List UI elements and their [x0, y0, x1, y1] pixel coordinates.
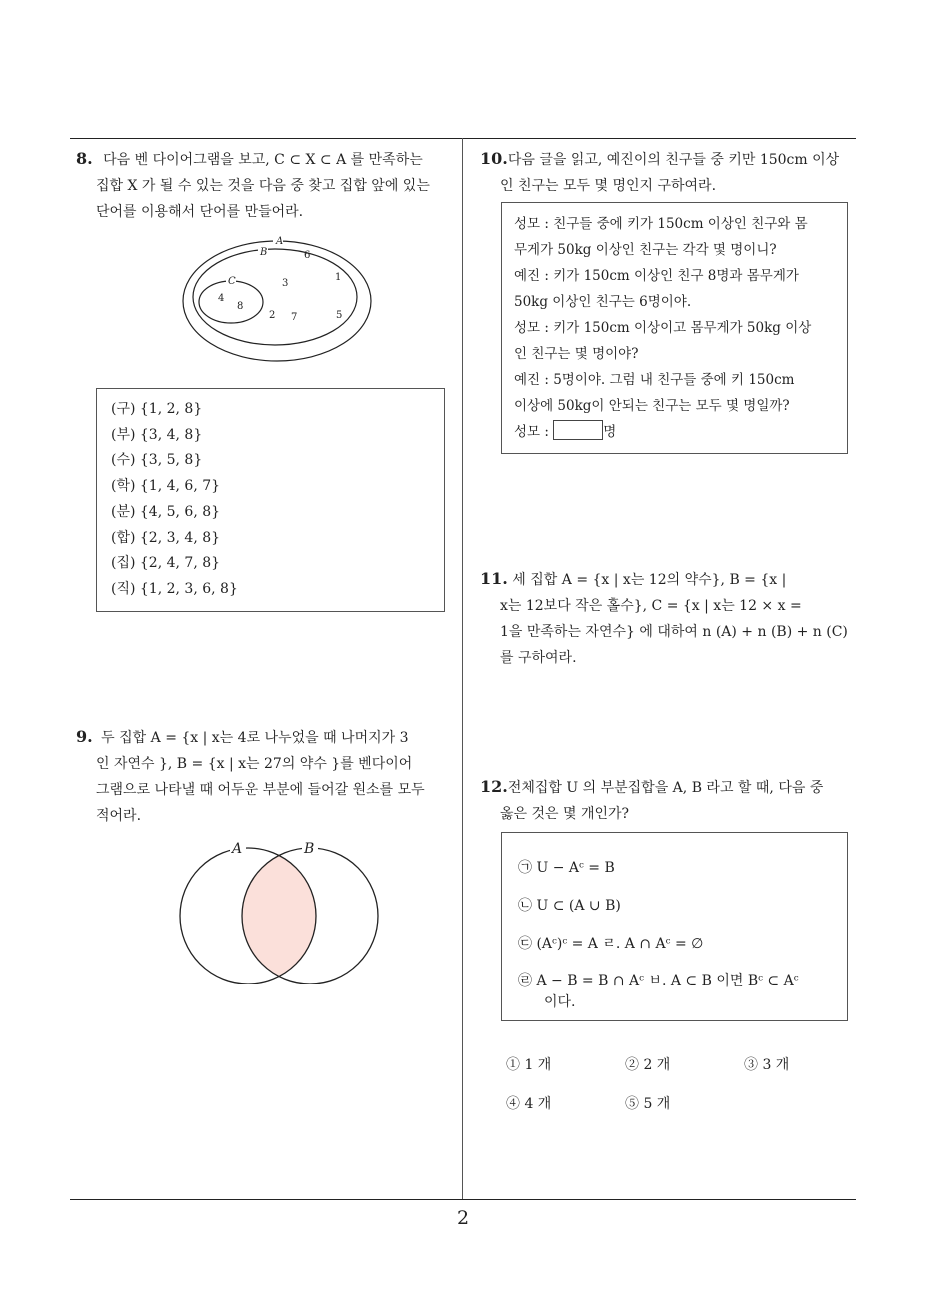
question-11	[480, 566, 860, 671]
page-number: 2	[456, 1207, 470, 1229]
option-item: (분) {4, 5, 6, 8}	[111, 503, 221, 520]
answer-blank[interactable]	[553, 420, 603, 440]
statement-item: ㉢ (Aᶜ)ᶜ = A ㄹ. A ∩ Aᶜ = ∅	[518, 936, 704, 952]
choice-1[interactable]: ① 1 개	[506, 1057, 552, 1073]
dialog-line: 50kg 이상인 친구는 6명이야.	[514, 294, 692, 310]
question-text: 를 구하여라.	[500, 650, 577, 666]
set-label: A	[276, 236, 284, 247]
dialog-line: 예진 : 5명이야. 그럼 내 친구들 중에 키 150cm	[514, 372, 795, 388]
question-text: 1을 만족하는 자연수} 에 대하여 n (A) + n (B) + n (C)	[500, 624, 848, 640]
question-number: 10.	[480, 149, 508, 168]
set-label: B	[260, 247, 268, 258]
statement-item: ㉡ U ⊂ (A ∪ B)	[518, 898, 621, 914]
element-label: 6	[304, 250, 311, 261]
dialog-box-q10	[501, 202, 848, 454]
option-item: (학) {1, 4, 6, 7}	[111, 478, 221, 495]
option-item: (구) {1, 2, 8}	[111, 401, 203, 417]
question-text: 두 집합 A = {x | x는 4로 나누었을 때 나머지가 3	[101, 730, 409, 746]
option-item: (직) {1, 2, 3, 6, 8}	[111, 580, 238, 597]
question-text: 단어를 이용해서 단어를 만들어라.	[96, 204, 304, 220]
dialog-line: 이상에 50kg이 안되는 친구는 모두 몇 명일까?	[514, 398, 790, 414]
statement-item: ㉣ A − B = B ∩ Aᶜ ㅂ. A ⊂ B 이면 Bᶜ ⊂ Aᶜ	[518, 973, 799, 989]
option-item: (부) {3, 4, 8}	[111, 426, 203, 443]
question-text: 인 자연수 }, B = {x | x는 27의 약수 }를 벤다이어	[96, 756, 413, 772]
question-text: 옳은 것은 몇 개인가?	[500, 806, 630, 822]
bottom-rule	[70, 1199, 856, 1200]
question-number: 9.	[76, 727, 93, 746]
statements-box-q12	[501, 832, 848, 1021]
set-label: A	[232, 841, 243, 857]
element-label: 2	[269, 310, 276, 321]
dialog-line: 예진 : 키가 150cm 이상인 친구 8명과 몸무게가	[514, 268, 799, 284]
question-text: 전체집합 U 의 부분집합을 A, B 라고 할 때, 다음 중	[507, 780, 824, 796]
question-text: 다음 글을 읽고, 예진이의 친구들 중 키만 150cm 이상	[507, 152, 840, 168]
element-label: 3	[282, 278, 289, 289]
question-12	[480, 774, 860, 827]
question-9	[76, 724, 456, 829]
dialog-line: 성모 : 키가 150cm 이상이고 몸무게가 50kg 이상	[514, 320, 812, 336]
set-label: B	[304, 841, 315, 857]
question-text: 집합 X 가 될 수 있는 것을 다음 중 찾고 집합 앞에 있는	[96, 178, 430, 194]
answer-prefix: 성모 :	[514, 424, 549, 440]
set-label: C	[228, 276, 236, 287]
question-text: x는 12보다 작은 홀수}, C = {x | x는 12 × x =	[500, 598, 802, 614]
element-label: 7	[291, 312, 298, 323]
element-label: 1	[335, 272, 342, 283]
set-a-ellipse	[183, 241, 371, 361]
shaded-intersection	[242, 848, 378, 984]
venn-diagram-q9	[168, 836, 384, 984]
option-item: (합) {2, 3, 4, 8}	[111, 529, 221, 546]
element-label: 8	[237, 301, 244, 312]
option-item: (수) {3, 5, 8}	[111, 452, 203, 469]
statement-item: ㉠ U − Aᶜ = B	[518, 860, 615, 876]
choice-2[interactable]: ② 2 개	[625, 1057, 671, 1073]
answer-line	[514, 419, 847, 445]
dialog-line: 성모 : 친구들 중에 키가 150cm 이상인 친구와 몸	[514, 216, 808, 232]
choice-4[interactable]: ④ 4 개	[506, 1096, 552, 1112]
question-text: 세 집합 A = {x | x는 12의 약수}, B = {x |	[512, 572, 787, 588]
element-label: 4	[218, 293, 225, 304]
column-divider	[462, 138, 463, 1200]
choice-3[interactable]: ③ 3 개	[744, 1057, 790, 1073]
options-box-q8	[96, 388, 445, 612]
answer-suffix: 명	[603, 424, 617, 440]
choice-5[interactable]: ⑤ 5 개	[625, 1096, 671, 1112]
option-item: (집) {2, 4, 7, 8}	[111, 555, 221, 572]
venn-diagram-q8	[180, 234, 375, 364]
statement-continuation: 이다.	[544, 994, 576, 1010]
question-8	[76, 146, 456, 225]
question-text: 다음 벤 다이어그램을 보고, C ⊂ X ⊂ A 를 만족하는	[103, 152, 423, 168]
question-text: 그램으로 나타낼 때 어두운 부분에 들어갈 원소를 모두	[96, 782, 425, 798]
set-c-ellipse	[199, 281, 263, 323]
dialog-line: 무게가 50kg 이상인 친구는 각각 몇 명이니?	[514, 242, 777, 258]
question-text: 인 친구는 모두 몇 명인지 구하여라.	[500, 178, 717, 194]
top-rule	[70, 138, 856, 139]
dialog-line: 인 친구는 몇 명이야?	[514, 346, 639, 362]
element-label: 5	[336, 310, 343, 321]
question-10	[480, 146, 860, 199]
question-text: 적어라.	[96, 808, 142, 824]
question-number: 8.	[76, 149, 93, 168]
question-number: 11.	[480, 569, 508, 588]
question-number: 12.	[480, 777, 508, 796]
